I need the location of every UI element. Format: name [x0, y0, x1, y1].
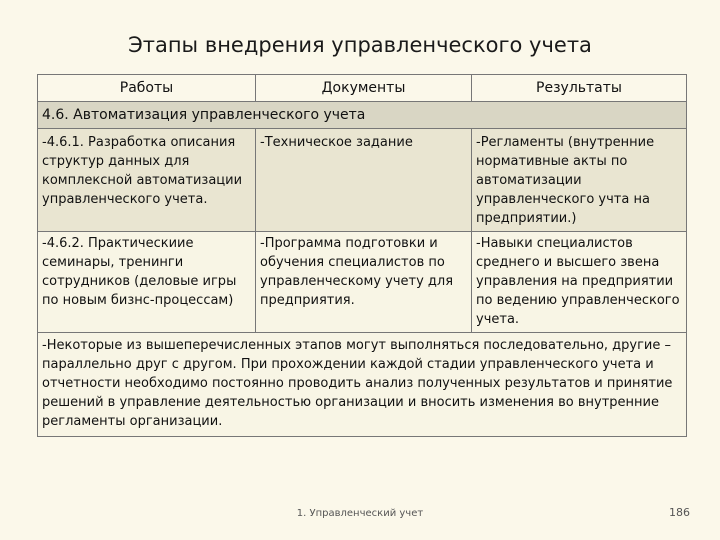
table-row: [38, 129, 687, 232]
note-row: [38, 333, 687, 437]
page-number: 186: [669, 506, 690, 519]
header-results: Результаты: [472, 75, 687, 102]
work-cell: -4.6.1. Разработка описания структур данных для комплексной автоматизации управленческого учета.: [38, 129, 256, 232]
header-works: Работы: [38, 75, 256, 102]
section-title: 4.6. Автоматизация управленческого учета: [38, 102, 687, 129]
stages-table: [37, 74, 687, 437]
header-documents: Документы: [256, 75, 472, 102]
table-header-row: [38, 75, 687, 102]
section-row: [38, 102, 687, 129]
table-row: [38, 232, 687, 333]
docs-cell: -Программа подготовки и обучения специалистов по управленческому учету для предприятия.: [256, 232, 472, 333]
docs-cell: -Техническое задание: [256, 129, 472, 232]
note-text: -Некоторые из вышеперечисленных этапов могут выполняться последовательно, другие – параллельно друг с другом. При прохождении каждой стадии управленческого учета и отчетности необходимо постоянно проводить анализ полученных результатов и принятие решений в управление деятельностью организации и вносить изменения во внутренние регламенты организации.: [38, 333, 687, 437]
work-cell: -4.6.2. Практическиие семинары, тренинги сотрудников (деловые игры по новым бизнс-процессам): [38, 232, 256, 333]
results-cell: -Навыки специалистов среднего и высшего звена управления на предприятии по ведению управленческого учета.: [472, 232, 687, 333]
footer-text: 1. Управленческий учет: [296, 508, 424, 519]
results-cell: -Регламенты (внутренние нормативные акты по автоматизации управленческого учта на предприятии.): [472, 129, 687, 232]
page-title: Этапы внедрения управленческого учета: [128, 33, 592, 57]
